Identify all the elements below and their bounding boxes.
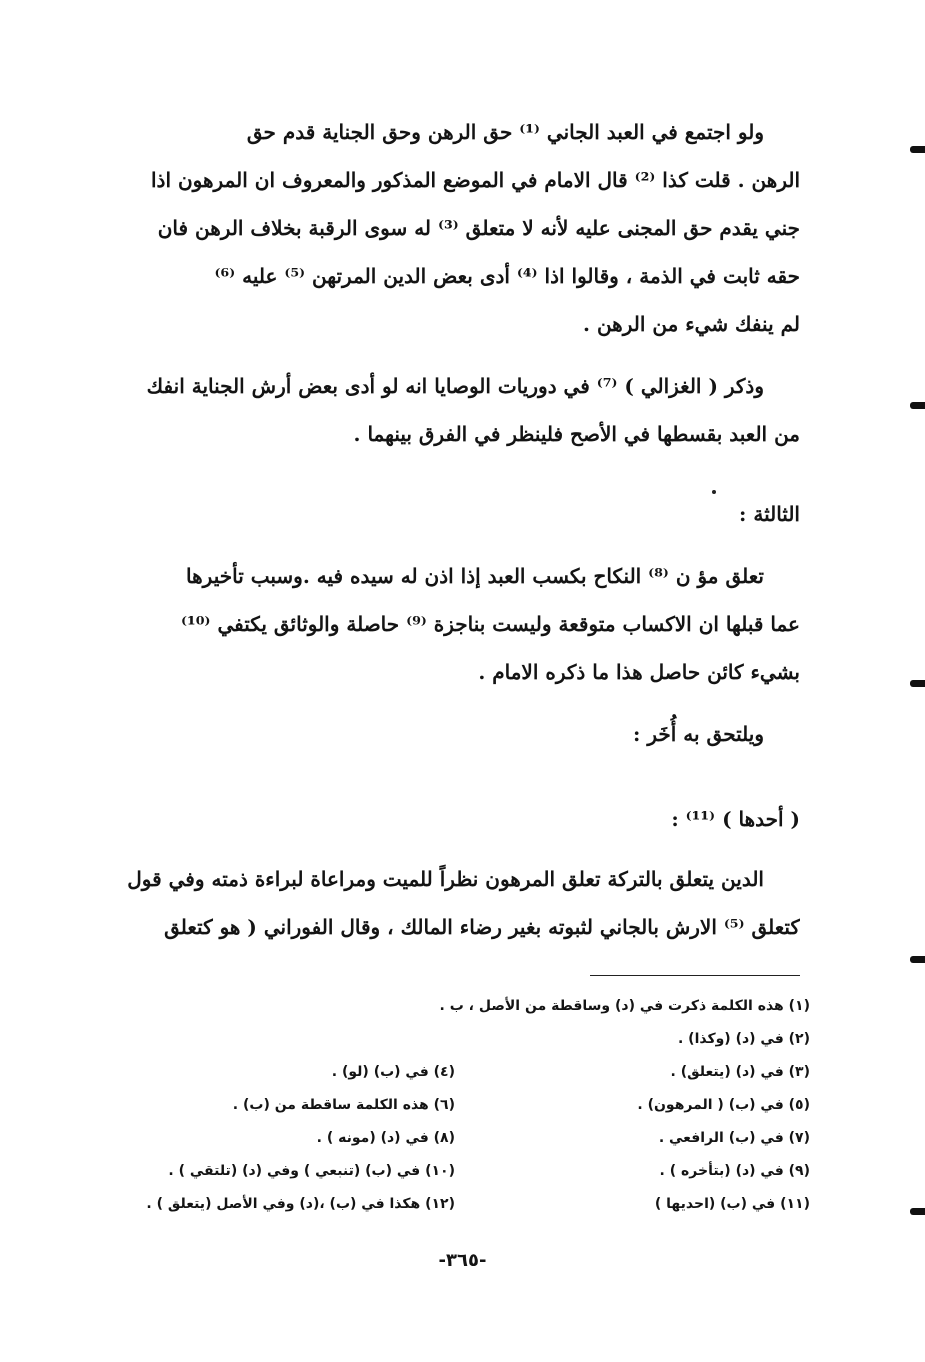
text-line: الدين يتعلق بالتركة تعلق المرهون نظراً للميت ومراعاة لبراءة ذمته وفي قول bbox=[127, 867, 764, 891]
heading-first bbox=[100, 795, 800, 843]
text-line: بشيء كائن حاصل هذا ما ذكره الامام . bbox=[478, 660, 800, 684]
footnote: (٥) في (ب) ( المرهون) . bbox=[637, 1097, 810, 1113]
footnote: (١٠) في (ب) (تنبعي ) وفي (د) (تلتقي ) . bbox=[168, 1163, 455, 1179]
text-line: جني يقدم حق المجنى عليه لأنه لا متعلق ⁽³⁾ له سوى الرقبة بخلاف الرهن فان bbox=[157, 216, 800, 240]
page-number: -٣٦٥- bbox=[438, 1250, 487, 1271]
footnote-divider bbox=[590, 975, 800, 976]
scan-edge-mark bbox=[910, 956, 925, 963]
paragraph-others bbox=[100, 710, 800, 758]
text-line: وذكر ( الغزالي ) ⁽⁷⁾ في دوريات الوصايا انه لو أدى بعض أرش الجناية انفك bbox=[146, 374, 764, 398]
footnote-row bbox=[100, 1089, 810, 1122]
footnote-row bbox=[100, 1122, 810, 1155]
footnote: (٧) في (ب) الرافعي . bbox=[658, 1130, 810, 1146]
footnote-row bbox=[100, 1056, 810, 1089]
text-line: حقه ثابت في الذمة ، وقالوا اذا ⁽⁴⁾ أدى بعض الدين المرتهن ⁽⁵⁾ عليه ⁽⁶⁾ bbox=[214, 264, 800, 288]
footnote-row bbox=[100, 1188, 810, 1221]
footnote-row bbox=[100, 1155, 810, 1188]
footnote: (٦) هذه الكلمة ساقطة من (ب) . bbox=[232, 1097, 455, 1113]
text-line: لم ينفك شيء من الرهن . bbox=[583, 312, 800, 336]
ink-dot bbox=[712, 490, 716, 494]
footnote: (٣) في (د) (يتعلق) . bbox=[670, 1064, 810, 1080]
scan-edge-mark bbox=[910, 402, 925, 409]
text-line: من العبد بقسطها في الأصح فلينظر في الفرق بينهما . bbox=[353, 422, 800, 446]
footnote-row bbox=[100, 1023, 810, 1056]
text-line: ولو اجتمع في العبد الجاني ⁽¹⁾ حق الرهن وحق الجناية قدم حق bbox=[246, 120, 764, 144]
paragraph-joint-claims bbox=[100, 108, 800, 348]
scan-edge-mark bbox=[910, 680, 925, 687]
footnote-row bbox=[100, 990, 810, 1023]
heading-text: ( أحدها ) ⁽¹¹⁾ : bbox=[671, 807, 800, 831]
text-line: كتعلق ⁽⁵⁾ الارش بالجاني لثبوته بغير رضاء المالك ، وقال الفوراني ( هو كتعلق bbox=[164, 915, 800, 939]
footnote: (١) هذه الكلمة ذكرت في (د) وساقطة من الأصل ، ب . bbox=[439, 998, 810, 1014]
scan-edge-mark bbox=[910, 1208, 925, 1215]
footnotes bbox=[100, 990, 810, 1221]
text-line: الرهن . قلت كذا ⁽²⁾ قال الامام في الموضع المذكور والمعروف ان المرهون اذا bbox=[151, 168, 800, 192]
footnote: (١١) في (ب) (احديها ) bbox=[654, 1196, 810, 1212]
text-line: ويلتحق به أُخَر : bbox=[633, 722, 764, 746]
paragraph-estate-debt bbox=[100, 855, 800, 951]
heading-third bbox=[100, 490, 800, 538]
footnote: (١٢) هكذا في (ب) ،(د) وفي الأصل (يتعلق ) . bbox=[146, 1196, 455, 1212]
text-line: تعلق مؤ ن ⁽⁸⁾ النكاح بكسب العبد إذا اذن له سيده فيه .وسبب تأخيرها bbox=[186, 564, 764, 588]
paragraph-marriage-costs bbox=[100, 552, 800, 696]
footnote: (٩) في (د) (بتأخره ) . bbox=[659, 1163, 810, 1179]
footnote: (٨) في (د) (مونه ) . bbox=[316, 1130, 455, 1146]
footnote: (٤) في (ب) (لو) . bbox=[331, 1064, 455, 1080]
scan-edge-mark bbox=[910, 146, 925, 153]
text-line: عما قبلها ان الاكساب متوقعة وليست بناجزة ⁽⁹⁾ حاصلة والوثائق يكتفي ⁽¹⁰⁾ bbox=[181, 612, 800, 636]
heading-text: الثالثة : bbox=[739, 502, 800, 526]
footnote: (٢) في (د) (وكذا) . bbox=[677, 1031, 810, 1047]
paragraph-ghazali bbox=[100, 362, 800, 458]
